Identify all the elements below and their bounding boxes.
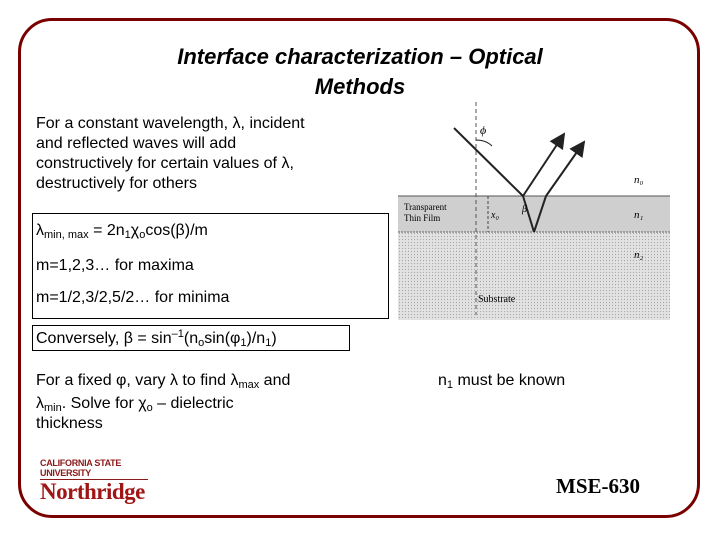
n1-subscript: 1 bbox=[265, 337, 272, 349]
n1-note bbox=[438, 371, 565, 391]
course-code: MSE-630 bbox=[556, 474, 640, 498]
reflected-ray-1 bbox=[523, 134, 564, 196]
logo-top-text: CALIFORNIA STATE UNIVERSITY bbox=[40, 458, 148, 480]
thin-film-diagram bbox=[398, 100, 670, 320]
lambda-symbol: λ bbox=[36, 222, 44, 239]
phi-subscript: 1 bbox=[240, 337, 247, 349]
chi-subscript: o bbox=[139, 229, 146, 241]
logo-name: Northridge bbox=[40, 479, 145, 504]
phi-arc bbox=[476, 140, 492, 146]
chi-o-subscript: o bbox=[146, 402, 153, 414]
fixed-phi-line-2 bbox=[36, 394, 234, 414]
beta-label: β bbox=[522, 204, 527, 215]
equation-rhs-b: cos(β)/m bbox=[145, 222, 208, 239]
n2-label: n₂ bbox=[634, 249, 644, 261]
fixed-phi-text-c: λ bbox=[36, 395, 44, 412]
n-o-subscript: o bbox=[198, 337, 205, 349]
conversely-text-c: sin(φ bbox=[204, 330, 241, 347]
title-line-2: Methods bbox=[314, 74, 406, 99]
min-subscript: min bbox=[44, 402, 62, 414]
fixed-phi-line-3: thickness bbox=[36, 415, 103, 432]
fixed-phi-text-e: – dielectric bbox=[152, 395, 234, 412]
film-label-1: Transparent bbox=[404, 202, 447, 212]
conversely-text-b: (n bbox=[183, 330, 199, 347]
intro-paragraph bbox=[36, 114, 305, 194]
thickness-label: x₀ bbox=[491, 210, 499, 221]
n1-note-subscript: 1 bbox=[446, 379, 454, 391]
fixed-phi-text-a: For a fixed φ, vary λ to find λ bbox=[36, 372, 239, 389]
maxima-line: m=1,2,3… for maxima bbox=[36, 257, 194, 274]
intro-line-2: and reflected waves will add bbox=[36, 135, 237, 152]
max-subscript: max bbox=[238, 379, 260, 391]
intro-line-3: constructively for certain values of λ, bbox=[36, 155, 294, 172]
minima-line: m=1/2,3/2,5/2… for minima bbox=[36, 289, 230, 306]
n1-note-a: n bbox=[438, 372, 447, 389]
lambda-equation bbox=[36, 221, 208, 241]
n1-label: n₁ bbox=[634, 209, 644, 221]
phi-label: ϕ bbox=[480, 123, 487, 137]
chi-symbol: χ bbox=[130, 222, 140, 239]
substrate-label: Substrate bbox=[478, 294, 516, 305]
n0-label: n₀ bbox=[634, 174, 644, 186]
conversely-text-d: )/n bbox=[246, 330, 266, 347]
university-logo bbox=[40, 458, 148, 504]
fixed-phi-line-1 bbox=[36, 371, 290, 391]
slide-title bbox=[90, 42, 630, 102]
fixed-phi-text-d: . Solve for χ bbox=[61, 395, 147, 412]
conversely-text-a: Conversely, β = sin bbox=[36, 330, 172, 347]
lambda-subscript: min, max bbox=[44, 229, 89, 241]
reflected-ray-2 bbox=[546, 142, 584, 196]
n1-note-b: must be known bbox=[453, 372, 566, 389]
equation-rhs-a: = 2n bbox=[88, 222, 125, 239]
conversely-text-e: ) bbox=[271, 330, 277, 347]
n-subscript: 1 bbox=[124, 229, 131, 241]
inverse-superscript: –1 bbox=[171, 328, 184, 340]
title-line-1: Interface characterization – Optical bbox=[177, 44, 543, 69]
conversely-equation bbox=[36, 329, 277, 349]
intro-line-4: destructively for others bbox=[36, 175, 197, 192]
film-label-2: Thin Film bbox=[404, 213, 441, 223]
fixed-phi-text-b: and bbox=[259, 372, 291, 389]
substrate-layer bbox=[398, 232, 670, 320]
incident-ray bbox=[454, 128, 523, 196]
intro-line-1: For a constant wavelength, λ, incident bbox=[36, 115, 305, 132]
